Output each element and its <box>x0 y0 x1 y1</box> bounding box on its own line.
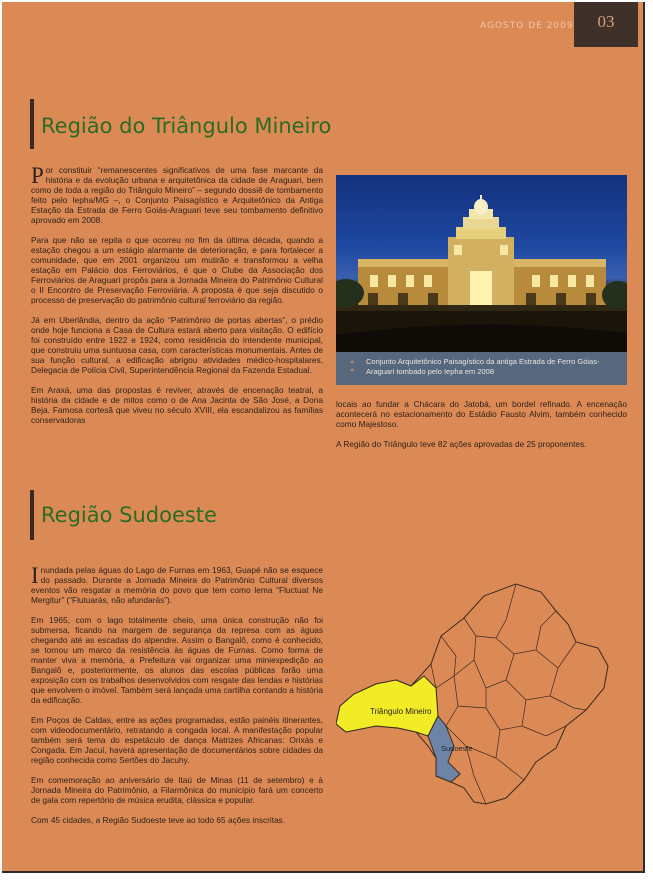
paragraph: Em comemoração ao aniversário de Itaú de Minas (11 de setembro) e à Jornada Mineira do Patrimônio, a Filarmônica do município fará um concerto de gala com repertório de música erudita, clássica e popular. <box>31 775 323 805</box>
double-chevron-up-icon: ⌃ ⌃ <box>348 360 357 379</box>
heading-accent-bar <box>30 490 34 540</box>
triangulo-left-column <box>31 165 323 435</box>
paragraph: Já em Uberlândia, dentro da ação “Patrimônio de portas abertas”, o prédio onde hoje funciona a Casa de Cultura estará aberto para visitação. O edifício foi construído entre 1922 e 1924, como residência do intendente municipal, que construiu uma suntuosa casa, com características monumentais. Antes de sua função cultural, a edificação abrigou atividades médico-hospitalares, Delegacia de Polícia Civil, Superintendência Regional da Fazenda Estadual. <box>31 315 323 375</box>
drop-cap: P <box>31 163 44 188</box>
drop-cap: I <box>31 563 39 588</box>
minas-gerais-region-map <box>336 576 636 816</box>
map-label-triangulo: Triângulo Mineiro <box>370 707 432 716</box>
paragraph-text: nundada pelas águas do Lago de Furnas em 1963, Guapé não se esquece do passado. Durante a Jornada Mineira do Patrimônio Cultural diversos eventos vão resgatar a memória do povo que tem como lema “Fluctuat Ne Mergitur” (“Flutuarás, não afundarás”). <box>31 565 323 605</box>
section-title-sudoeste: Região Sudoeste <box>41 503 217 527</box>
page-number: 03 <box>574 2 638 47</box>
photo-caption <box>336 352 627 385</box>
sudoeste-column <box>31 565 323 835</box>
station-illustration <box>336 175 627 352</box>
issue-date: AGOSTO DE 2009 <box>480 21 574 31</box>
paragraph <box>31 565 323 605</box>
magazine-page <box>2 2 645 873</box>
triangulo-region <box>336 676 438 736</box>
section-title-triangulo: Região do Triângulo Mineiro <box>41 114 332 138</box>
station-photo <box>336 175 627 352</box>
paragraph <box>31 165 323 225</box>
paragraph: Em Araxá, uma das propostas é reviver, através de encenação teatral, a história da cidade e de mitos como o de Ana Jacinta de São José, a Dona Beja. Famosa cortesã que viveu no século XVIII, ela escandalizou as famílias conservadoras <box>31 385 323 425</box>
paragraph-text: or constituir “remanescentes significativos de uma fase marcante da história e da evolução urbana e arquitetônica da cidade de Araguari, bem como de toda a região do Triângulo Mineiro” – segundo dossiê de tombamento feito pelo Iepha/MG –, o Conjunto Paisagístico e Arquitetônico da Antiga Estação da Estrada de Ferro Goiás-Araguari teve seu tombamento definitivo aprovado em 2008. <box>31 165 323 225</box>
heading-accent-bar <box>30 99 34 149</box>
paragraph: locais ao fundar a Chácara do Jatobá, um bordel refinado. A encenação acontecerá no estacionamento do Estádio Fausto Alvim, também conhecido como Majestoso. <box>336 399 627 429</box>
caption-text: Conjunto Arquitetônico Paisagístico da antiga Estrada de Ferro Góias-Araguari tombado pelo Iepha em 2008 <box>366 357 600 376</box>
paragraph: Com 45 cidades, a Região Sudoeste teve ao todo 65 ações inscritas. <box>31 815 286 825</box>
map-label-sudoeste: Sudoeste <box>441 744 473 753</box>
paragraph: Em 1965, com o lago totalmente cheio, uma única construção não foi submersa, ficando na margem de segurança da represa com as águas chegando até as escadas do alpendre. Assim o Bangalô, como é conhecido, se tornou um marco da resistência às águas de Furnas. Como forma de manter viva a memória, a Prefeitura vai organizar uma miniexpedição ao Bangalô e, posteriormente, os alunos das escolas públicas farão uma exposição com os trabalhos desenvolvidos com resgate das lendas e histórias que envolvem o imóvel. Também será lançada uma cartilha contando a história da edificação. <box>31 615 323 705</box>
paragraph: Em Poços de Caldas, entre as ações programadas, estão painéis itinerantes, com videodocumentário, retratando a congada local. A manifestação popular também será tema do espetáculo de dança Matrizes Africanas: Orixás e Congada. Em Jacuí, haverá apresentação de documentários sobre cidades da região conhecida como Sertões do Jacuhy. <box>31 715 323 765</box>
paragraph: A Região do Triângulo teve 82 ações aprovadas de 25 proponentes. <box>336 439 587 449</box>
triangulo-right-column <box>336 399 627 459</box>
paragraph: Para que não se repita o que ocorreu no fim da última década, quando a estação chegou a um estágio alarmante de deterioração, e para fortalecer a comunidade, que em 2001 organizou um mutirão e transformou a velha estação em Palácio dos Ferroviários, é que o Clube da Associação dos Ferroviários de Araguari propôs para a Jornada Mineira do Patrimônio Cultural o II Encontro de Preservação Ferroviária. A proposta é que seja discutido o processo de preservação do patrimônio cultural ferroviário da região. <box>31 235 323 305</box>
